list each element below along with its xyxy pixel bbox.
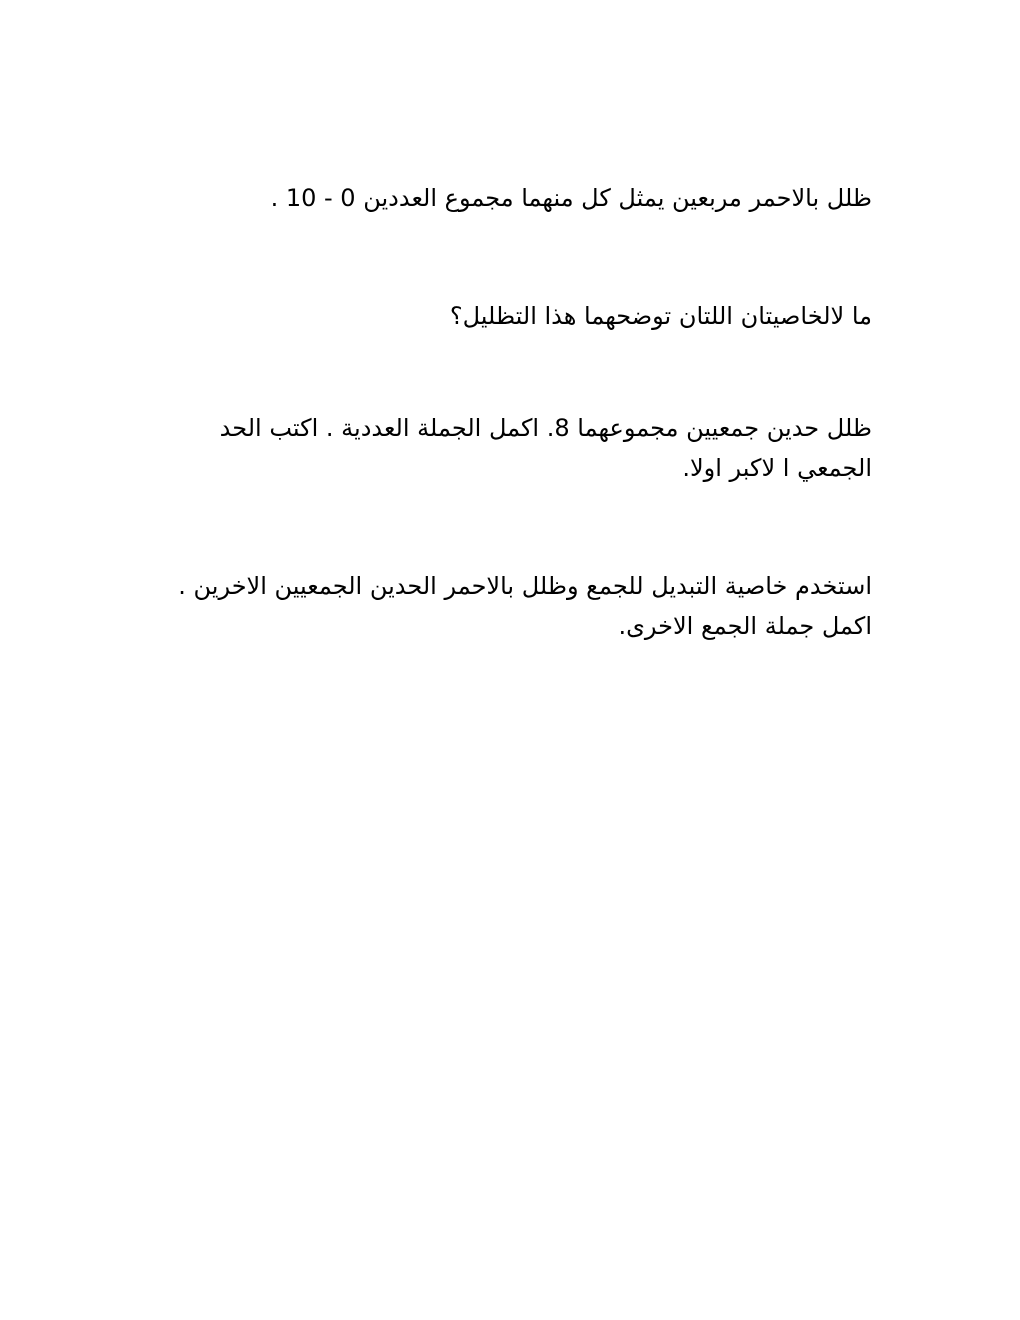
document-body (150, 178, 872, 646)
question-shade-squares: ظلل بالاحمر مربعين يمثل كل منهما مجموع العددين 0 - 10 . (270, 184, 872, 212)
question-properties: ما لالخاصيتان اللتان توضحهما هذا التظليل؟ (449, 302, 872, 330)
question-addends-sum-8: ظلل حدين جمعيين مجموعهما 8. اكمل الجملة العددية . اكتب الحد الجمعي ا لاكبر اولا. (219, 414, 872, 482)
question-commutative-property: استخدم خاصية التبديل للجمع وظلل بالاحمر الحدين الجمعيين الاخرين . اكمل جملة الجمع الاخرى. (178, 572, 872, 640)
